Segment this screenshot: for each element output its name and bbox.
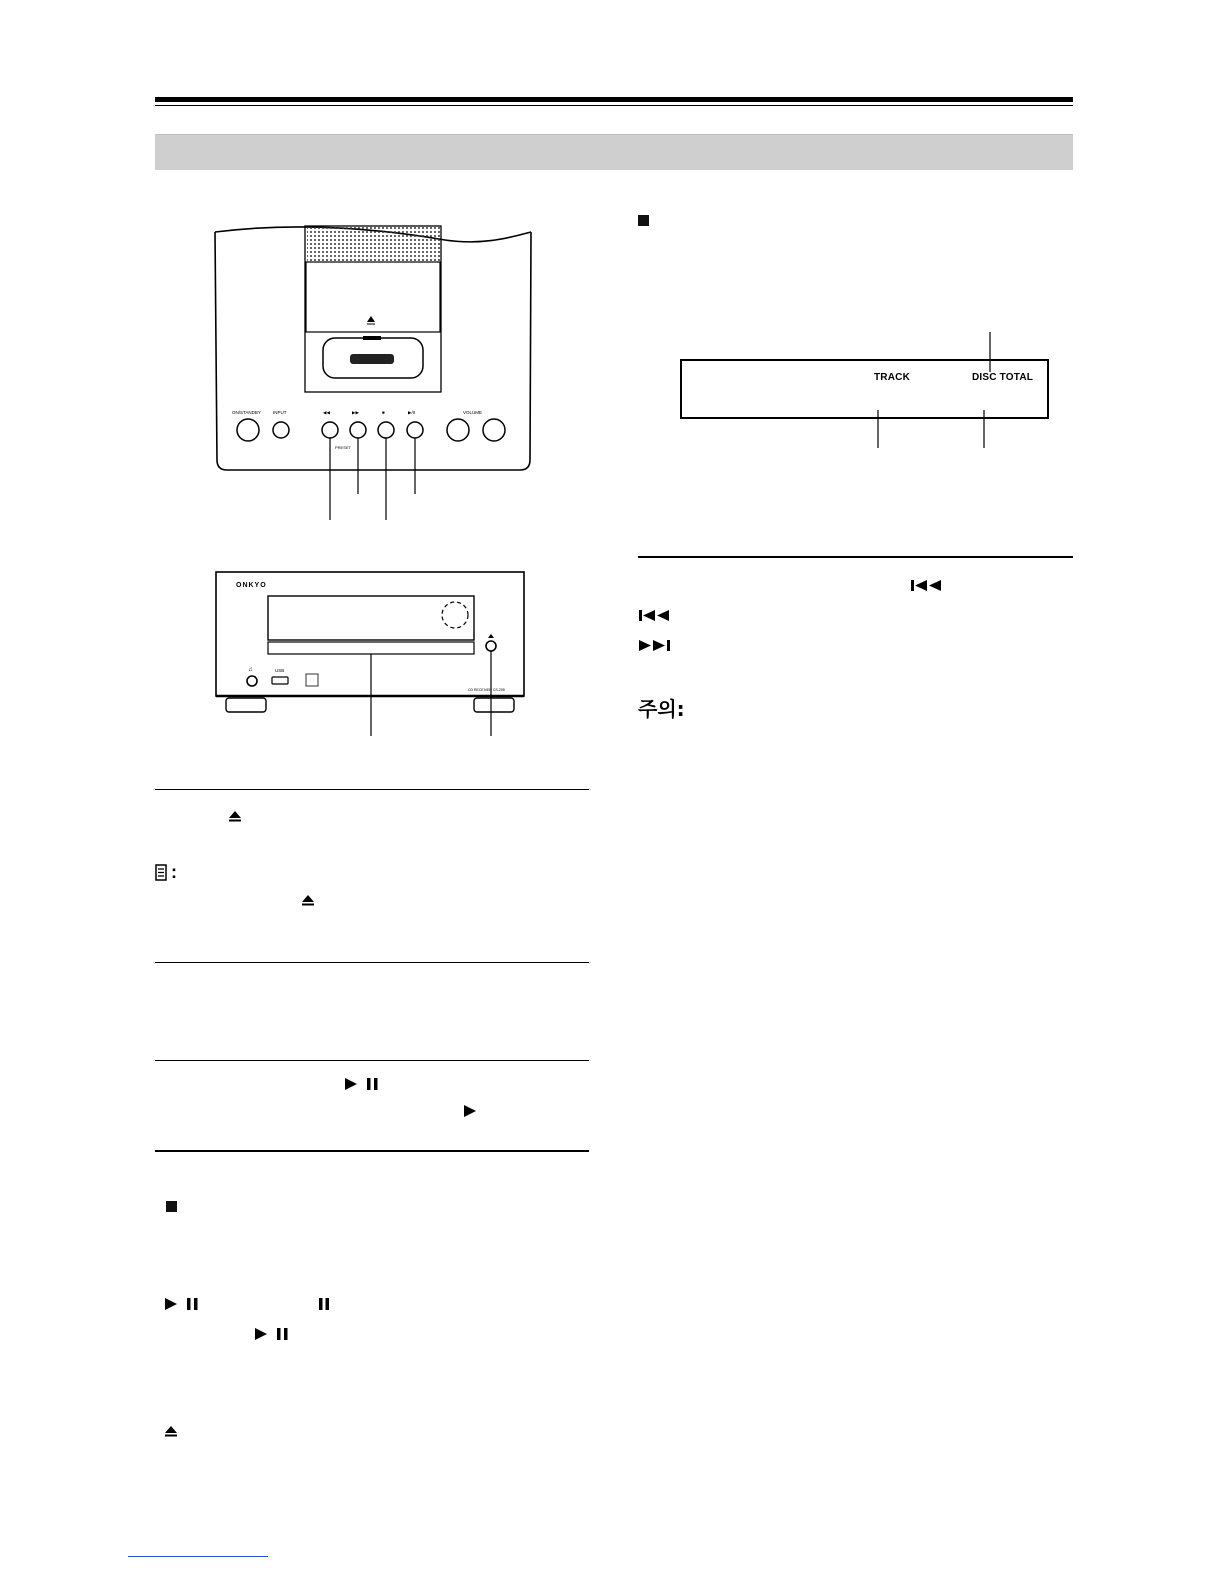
svg-text:CD RECEIVER CS-255: CD RECEIVER CS-255 [468,688,505,692]
svg-text:◀◀: ◀◀ [323,410,330,415]
section-rule [155,1150,589,1152]
play-pause-icon [254,1327,290,1341]
eject-icon [301,894,315,906]
svg-text:♫: ♫ [248,667,253,673]
skip-previous-icon [910,579,944,592]
brand-logo: ONKYO [236,582,267,589]
svg-text:USB: USB [275,668,285,673]
skip-previous-icon [638,609,672,622]
svg-text:■: ■ [382,410,385,415]
volume-caption: VOLUME [463,410,483,415]
device-top-illustration [205,218,540,528]
display-diagram [676,330,1056,452]
skip-next-icon [638,639,672,652]
display-track-label: TRACK [874,372,910,383]
header-thin-rule [155,105,1073,106]
input-caption: INPUT [273,410,287,415]
display-disc-total-label: DISC TOTAL [972,372,1034,383]
right-section-rule [638,556,1073,558]
pause-icon [318,1297,330,1311]
play-icon [463,1104,477,1118]
play-pause-icon [344,1077,380,1091]
tip-colon: : [171,862,177,882]
play-pause-icon [164,1297,200,1311]
eject-icon [164,1425,178,1437]
onstandby-caption: ON/STANDBY [232,410,261,415]
header-thick-rule [155,97,1073,102]
caution-heading: 주의: [638,697,685,721]
svg-text:▶▶: ▶▶ [352,410,359,415]
device-front-illustration [210,566,530,738]
svg-text:▶/II: ▶/II [408,410,416,415]
footer-link-underline [128,1556,268,1557]
stop-square-icon [638,215,649,226]
eject-icon [228,810,242,822]
step-rule-1 [155,789,589,790]
step-rule-3 [155,1060,589,1061]
note-icon [155,864,169,882]
section-title-bar [155,134,1073,170]
stop-square-icon [166,1201,177,1212]
svg-text:PRESET: PRESET [335,445,352,450]
step-rule-2 [155,962,589,963]
